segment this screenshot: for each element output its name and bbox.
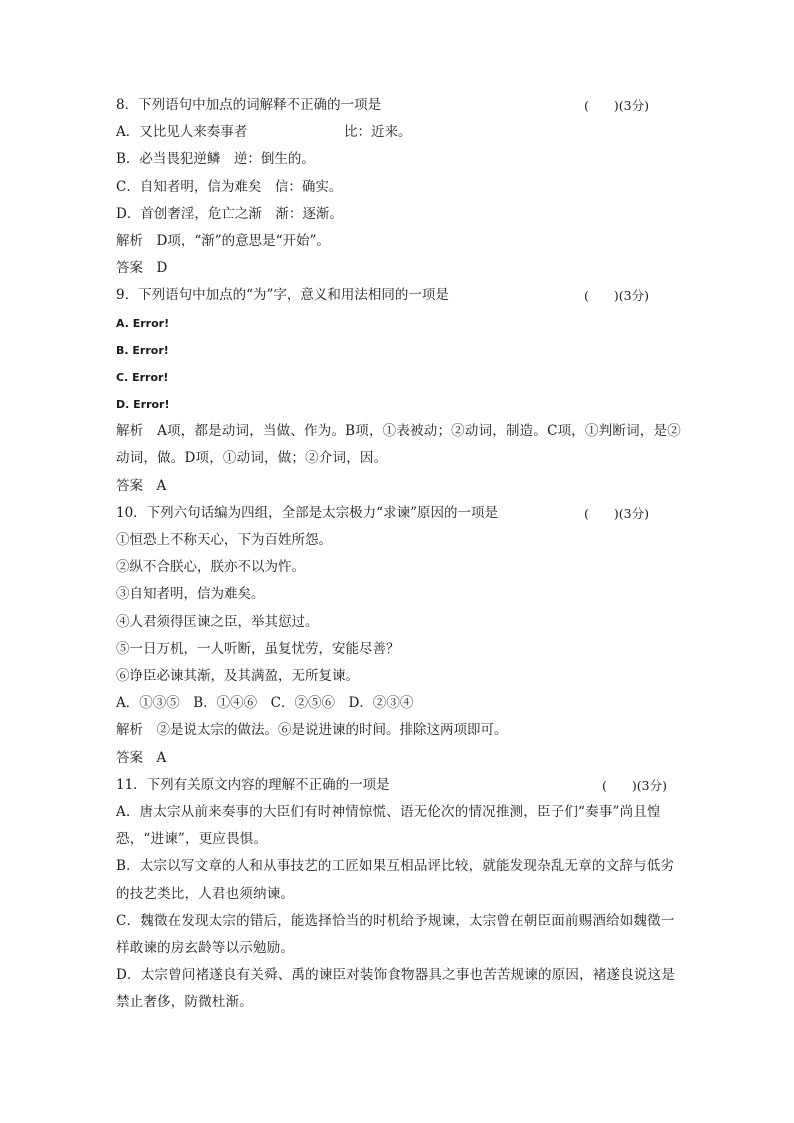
q9-score: ( )(3分) — [584, 288, 649, 304]
q10-stem: 10．下列六句话编为四组，全部是太宗极力“求谏”原因的一项是 — [116, 504, 498, 521]
q11-stem-line — [116, 772, 686, 799]
q8-option-b: B．必当畏犯逆鳞 逆：倒生的。 — [116, 151, 315, 168]
q10-item-1: ①恒恐上不称天心，下为百姓所怨。 — [116, 532, 332, 549]
q10-answer: 答案 A — [116, 749, 167, 766]
q8-option-a-text: A．又比见人来奏事者 — [116, 124, 248, 141]
q8-analysis: 解析 D项，“渐”的意思是“开始”。 — [116, 232, 330, 249]
q10-item-6: ⑥诤臣必谏其渐，及其满盈，无所复谏。 — [116, 667, 359, 684]
q9-option-a: A. Error! — [116, 316, 170, 330]
q11-option-a: A．唐太宗从前来奏事的大臣们有时神情惊慌、语无伦次的情况推测，臣子们“奏事”尚且惶恐，“进谏”，更应畏惧。 — [116, 803, 661, 848]
q9-option-b: B. Error! — [116, 343, 169, 357]
q9-option-c: C. Error! — [116, 370, 169, 384]
q9-analysis: 解析 A项，都是动词，当做、作为。B项，①表被动；②动词，制造。C项，①判断词，是②动词，做。D项，①动词，做；②介词，因。 — [116, 423, 681, 467]
q9-stem-line — [116, 282, 686, 309]
q8-score: ( )(3分) — [584, 98, 649, 113]
q11-option-c: C．魏徵在发现太宗的错后，能选择恰当的时机给予规谏，太宗曾在朝臣面前赐酒给如魏徵一样敢谏的房玄龄等以示勉励。 — [116, 912, 675, 956]
exam-page — [116, 92, 686, 1017]
q11-option-b: B．太宗以写文章的人和从事技艺的工匠如果互相品评比较，就能发现杂乱无章的文辞与低劣的技艺类比，人君也须纳谏。 — [116, 858, 675, 902]
q8-option-a-gloss: 比：近来。 — [344, 124, 412, 141]
q8-stem: 8．下列语句中加点的词解释不正确的一项是 — [116, 97, 382, 113]
q10-item-2: ②纵不合朕心，朕亦不以为忤。 — [116, 559, 305, 576]
q10-item-5: ⑤一日万机，一人听断，虽复忧劳，安能尽善？ — [116, 640, 400, 657]
q9-stem: 9．下列语句中加点的“为”字，意义和用法相同的一项是 — [116, 287, 449, 304]
q8-option-d: D．首创奢淫，危亡之渐 渐：逐渐。 — [116, 205, 343, 222]
q10-item-4: ④人君须得匡谏之臣，举其愆过。 — [116, 613, 319, 630]
q11-option-d: D．太宗曾问褚遂良有关舜、禹的谏臣对装饰食物器具之事也苦苦规谏的原因，褚遂良说这是禁止奢侈，防微杜渐。 — [116, 967, 676, 1011]
q8-option-a — [116, 119, 686, 146]
q8-answer: 答案 D — [116, 260, 168, 277]
q10-analysis: 解析 ②是说太宗的做法。⑥是说进谏的时间。排除这两项即可。 — [116, 722, 508, 739]
q11-stem: 11．下列有关原文内容的理解不正确的一项是 — [116, 776, 390, 793]
q8-option-c: C．自知者明，信为难矣 信：确实。 — [116, 178, 343, 195]
q8-stem-line — [116, 92, 686, 119]
q10-choices: A．①③⑤ B．①④⑥ C．②⑤⑥ D．②③④ — [116, 695, 414, 712]
q10-stem-line — [116, 500, 686, 527]
q9-option-d: D. Error! — [116, 398, 170, 412]
q10-item-3: ③自知者明，信为难矣。 — [116, 586, 265, 603]
q9-answer: 答案 A — [116, 477, 167, 494]
q11-score: ( )(3分) — [602, 777, 667, 793]
q10-score: ( )(3分) — [584, 505, 649, 521]
